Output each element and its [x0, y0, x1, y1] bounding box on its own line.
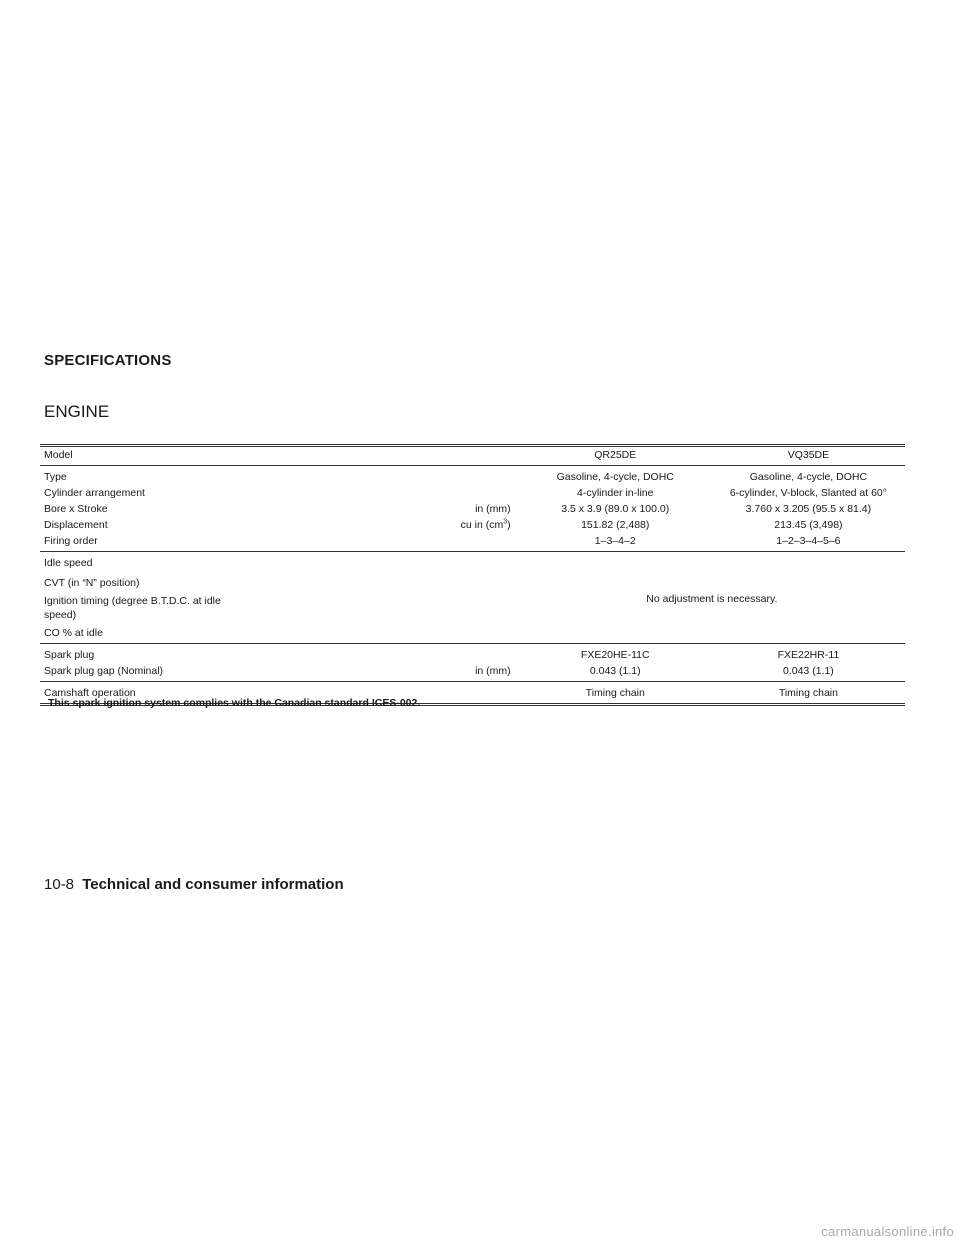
row-col1: Gasoline, 4-cycle, DOHC: [519, 466, 712, 486]
row-col2: 0.043 (1.1): [783, 665, 834, 677]
row-col2: 6-cylinder, V-block, Slanted at 60°: [729, 487, 887, 499]
header-label: Model: [44, 449, 73, 461]
header-unit: [243, 446, 518, 466]
chapter-title: Technical and consumer information: [82, 876, 344, 893]
row-unit: [243, 575, 518, 593]
row-label: Displacement: [44, 519, 108, 531]
section-title: SPECIFICATIONS: [44, 352, 172, 369]
unit-superscript: 3: [503, 518, 508, 526]
table-row: [40, 501, 905, 517]
compliance-note: This spark ignition system complies with the Canadian standard ICES-002.: [48, 697, 421, 709]
row-label: Bore x Stroke: [44, 503, 108, 515]
row-col1: 151.82 (2,488): [581, 519, 650, 531]
idle-label: CVT (in “N” position): [44, 577, 140, 589]
row-unit: [243, 533, 518, 552]
row-col1: 0.043 (1.1): [589, 665, 641, 677]
row-unit: in (mm): [475, 665, 511, 677]
row-unit: [243, 625, 518, 644]
row-col1: 1–3–4–2: [594, 535, 636, 547]
row-label: Camshaft operation: [40, 682, 243, 705]
row-col2: Gasoline, 4-cycle, DOHC: [712, 466, 905, 486]
row-unit: [243, 644, 518, 664]
row-col2: 1–2–3–4–5–6: [776, 535, 841, 547]
table-row: [40, 552, 905, 576]
table-row: [40, 517, 905, 533]
table-row: [40, 663, 905, 682]
row-label: Type: [40, 466, 243, 486]
unit-base: cu in (cm: [460, 519, 504, 531]
row-label: Spark plug gap (Nominal): [44, 665, 164, 677]
idle-label: CO % at idle: [44, 627, 103, 639]
idle-label: Idle speed: [40, 552, 243, 576]
header-col1: QR25DE: [594, 449, 637, 461]
table-row: [40, 644, 905, 664]
engine-spec-table: [40, 444, 905, 706]
table-header-row: [40, 446, 905, 466]
row-unit: [243, 593, 518, 625]
row-col2: FXE22HR-11: [712, 644, 905, 664]
page-footer: [44, 876, 344, 893]
table-row: [40, 485, 905, 501]
page-number: 10-8: [44, 876, 75, 893]
row-unit: [243, 552, 518, 576]
table-row: [40, 466, 905, 486]
row-col1: FXE20HE-11C: [519, 644, 712, 664]
table-row: [40, 533, 905, 552]
row-unit: [243, 485, 518, 501]
row-col1: 3.5 x 3.9 (89.0 x 100.0): [561, 503, 670, 515]
row-unit: [243, 517, 518, 533]
merged-value: No adjustment is necessary.: [519, 552, 905, 644]
row-label: Firing order: [44, 535, 98, 547]
row-col1: Timing chain: [519, 682, 712, 705]
idle-label: Ignition timing (degree B.T.D.C. at idle speed): [44, 595, 221, 621]
row-col2: 3.760 x 3.205 (95.5 x 81.4): [745, 503, 872, 515]
watermark: carmanualsonline.info: [821, 1224, 954, 1239]
subsection-title: ENGINE: [44, 402, 110, 421]
unit-end: ): [507, 519, 511, 531]
row-label: Cylinder arrangement: [44, 487, 145, 499]
header-col2: VQ35DE: [787, 449, 830, 461]
row-unit: [243, 466, 518, 486]
row-col2: Timing chain: [712, 682, 905, 705]
row-col2: 213.45 (3,498): [774, 519, 843, 531]
row-label: Spark plug: [40, 644, 243, 664]
row-col1: 4-cylinder in-line: [577, 487, 654, 499]
row-unit: in (mm): [475, 503, 511, 515]
